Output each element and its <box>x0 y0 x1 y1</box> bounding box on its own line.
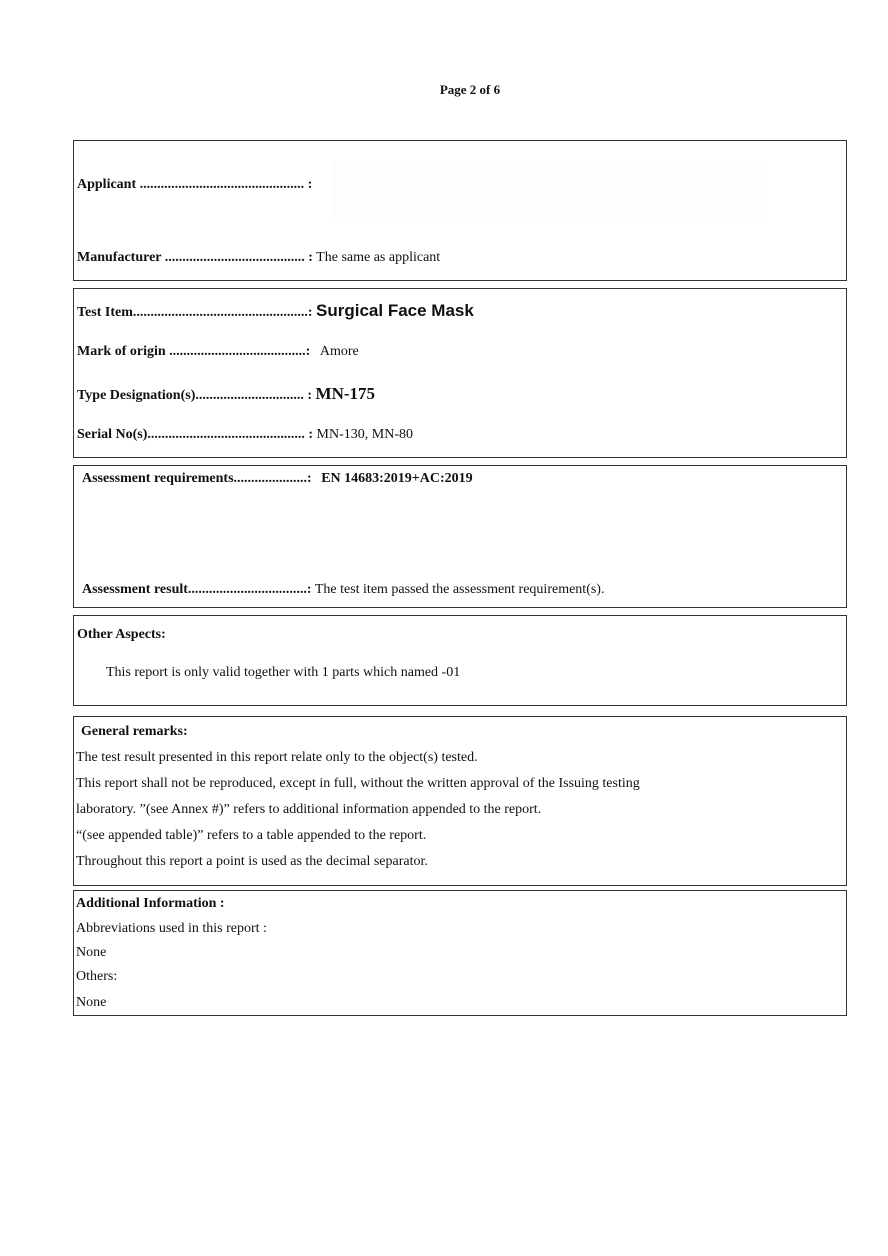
serial-no-row <box>77 427 413 443</box>
serial-no-value: MN-130, MN-80 <box>316 427 413 442</box>
general-remarks-line: This report shall not be reproduced, except in full, without the written approval of the Issuing testing <box>76 776 640 791</box>
additional-information-title: Additional Information : <box>76 896 225 911</box>
mark-of-origin-label: Mark of origin .......................................: <box>77 344 311 359</box>
test-item-section <box>73 288 847 458</box>
assessment-requirements-row <box>82 471 473 487</box>
serial-no-label: Serial No(s)............................................. : <box>77 427 314 442</box>
type-designation-row <box>77 384 375 404</box>
applicant-label: Applicant ............................................... : <box>77 177 313 192</box>
test-item-row <box>77 301 474 321</box>
test-item-label: Test Item..................................................: <box>77 305 313 320</box>
general-remarks-title: General remarks: <box>81 724 188 739</box>
mark-of-origin-row <box>77 344 359 360</box>
others-value: None <box>76 995 107 1010</box>
assessment-section <box>73 465 847 608</box>
general-remarks-line: Throughout this report a point is used as the decimal separator. <box>76 854 428 869</box>
assessment-result-row <box>82 582 604 598</box>
other-aspects-title: Other Aspects: <box>77 627 166 642</box>
manufacturer-label: Manufacturer ........................................ : <box>77 250 313 265</box>
parties-section <box>73 140 847 281</box>
page-number: Page 2 of 6 <box>439 82 501 97</box>
other-aspects-section <box>73 615 847 706</box>
abbreviations-label: Abbreviations used in this report : <box>76 921 267 936</box>
general-remarks-line: The test result presented in this report relate only to the object(s) tested. <box>76 750 478 765</box>
applicant-redacted-area <box>332 161 762 221</box>
manufacturer-value: The same as applicant <box>316 250 441 265</box>
assessment-result-value: The test item passed the assessment requirement(s). <box>314 582 605 597</box>
assessment-requirements-value: EN 14683:2019+AC:2019 <box>321 471 473 486</box>
additional-information-section <box>73 890 847 1016</box>
general-remarks-section <box>73 716 847 886</box>
general-remarks-line: “(see appended table)” refers to a table appended to the report. <box>76 828 427 843</box>
mark-of-origin-value: Amore <box>319 344 359 359</box>
other-aspects-text: This report is only valid together with 1 parts which named -01 <box>106 665 461 680</box>
test-item-value: Surgical Face Mask <box>316 301 474 320</box>
others-label: Others: <box>76 969 118 984</box>
abbreviations-value: None <box>76 945 107 960</box>
assessment-requirements-label: Assessment requirements.....................: <box>82 471 312 486</box>
manufacturer-row <box>77 250 440 266</box>
type-designation-label: Type Designation(s)............................... : <box>77 388 313 403</box>
type-designation-value: MN-175 <box>315 384 376 403</box>
general-remarks-line: laboratory. ”(see Annex #)” refers to additional information appended to the report. <box>76 802 542 817</box>
assessment-result-label: Assessment result..................................: <box>82 582 312 597</box>
